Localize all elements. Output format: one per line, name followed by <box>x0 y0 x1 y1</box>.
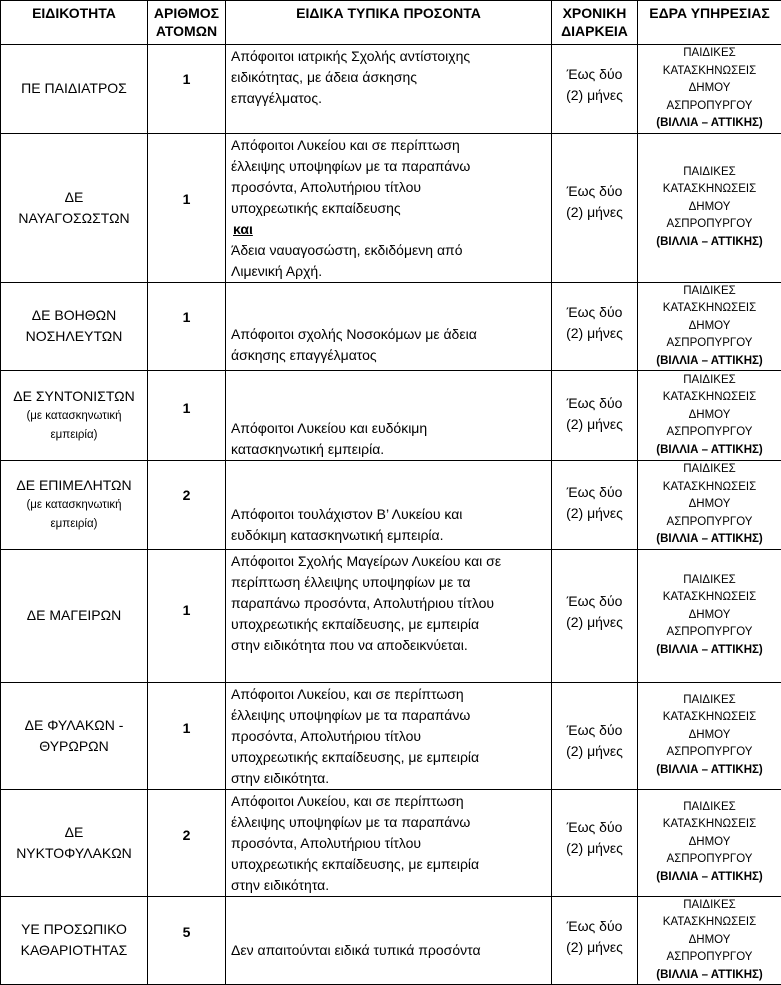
seat-line: (ΒΙΛΛΙΑ – ΑΤΤΙΚΗΣ) <box>638 869 781 887</box>
specialty-cell <box>1 133 148 282</box>
seat-line: ΠΑΙΔΙΚΕΣ <box>638 461 781 479</box>
duration-line: Έως δύο <box>552 916 637 937</box>
seat-line: (ΒΙΛΛΙΑ – ΑΤΤΙΚΗΣ) <box>638 967 781 985</box>
seat-line: ΚΑΤΑΣΚΗΝΩΣΕΙΣ <box>638 300 781 318</box>
requirements-cell <box>226 133 552 282</box>
requirements-cell <box>226 789 552 896</box>
requirement-line: Απόφοιτοι σχολής Νοσοκόμων με άδεια <box>231 324 547 345</box>
requirement-line: στην ειδικότητα. <box>231 875 547 896</box>
seat-line: ΑΣΠΡΟΠΥΡΓΟΥ <box>638 624 781 642</box>
specialty-cell <box>1 549 148 682</box>
seat-line: ΚΑΤΑΣΚΗΝΩΣΕΙΣ <box>638 709 781 727</box>
specialty-line: ΘΥΡΩΡΩΝ <box>1 736 147 757</box>
specialty-cell <box>1 45 148 134</box>
table-row <box>1 549 781 682</box>
seat-line: ΑΣΠΡΟΠΥΡΓΟΥ <box>638 424 781 442</box>
header-duration-line: ΔΙΑΡΚΕΙΑ <box>552 22 637 40</box>
table-row <box>1 371 781 461</box>
seat-line: (ΒΙΛΛΙΑ – ΑΤΤΙΚΗΣ) <box>638 531 781 549</box>
duration-cell <box>552 549 638 682</box>
seat-line: ΔΗΜΟΥ <box>638 496 781 514</box>
duration-cell <box>552 461 638 550</box>
requirement-line: υποχρεωτικής εκπαίδευσης <box>231 198 547 219</box>
specialty-line: ΔΕ ΣΥΝΤΟΝΙΣΤΩΝ <box>1 386 147 407</box>
seat-cell <box>638 682 781 789</box>
specialty-cell <box>1 461 148 550</box>
table-row <box>1 789 781 896</box>
seat-line: ΠΑΙΔΙΚΕΣ <box>638 164 781 182</box>
specialty-line: ΔΕ ΒΟΗΘΩΝ <box>1 305 147 326</box>
seat-line: ΠΑΙΔΙΚΕΣ <box>638 372 781 390</box>
header-count-line: ΑΤΟΜΩΝ <box>148 22 225 40</box>
specialty-note-line: εμπειρία) <box>1 515 147 534</box>
count-cell: 1 <box>148 133 226 282</box>
specialty-note-line: (με κατασκηνωτική <box>1 407 147 426</box>
requirement-line: Απόφοιτοι Λυκείου και ευδόκιμη <box>231 418 547 439</box>
seat-line: ΔΗΜΟΥ <box>638 199 781 217</box>
duration-line: Έως δύο <box>552 482 637 503</box>
requirement-line: ειδικότητας, με άδεια άσκησης <box>231 67 547 88</box>
requirement-connector: και <box>231 221 253 237</box>
duration-line: (2) μήνες <box>552 741 637 762</box>
count-cell: 2 <box>148 461 226 550</box>
seat-line: ΚΑΤΑΣΚΗΝΩΣΕΙΣ <box>638 589 781 607</box>
requirements-cell <box>226 461 552 550</box>
seat-line: ΑΣΠΡΟΠΥΡΓΟΥ <box>638 216 781 234</box>
specialty-line: ΝΥΚΤΟΦΥΛΑΚΩΝ <box>1 843 147 864</box>
requirement-line: έλλειψης υποψηφίων με τα παραπάνω <box>231 705 547 726</box>
requirement-line: προσόντα, Απολυτήριου τίτλου <box>231 833 547 854</box>
specialty-line: ΚΑΘΑΡΙΟΤΗΤΑΣ <box>1 940 147 961</box>
requirement-line: περίπτωση έλλειψης υποψηφίων με τα <box>231 572 547 593</box>
requirement-line: άσκησης επαγγέλματος <box>231 345 547 366</box>
specialty-cell <box>1 682 148 789</box>
requirement-line: υποχρεωτικής εκπαίδευσης, με εμπειρία <box>231 747 547 768</box>
seat-line: ΠΑΙΔΙΚΕΣ <box>638 692 781 710</box>
table-row <box>1 282 781 371</box>
requirements-cell <box>226 682 552 789</box>
seat-line: (ΒΙΛΛΙΑ – ΑΤΤΙΚΗΣ) <box>638 642 781 660</box>
seat-line: ΔΗΜΟΥ <box>638 407 781 425</box>
table-row <box>1 45 781 134</box>
requirement-line: Απόφοιτοι Λυκείου, και σε περίπτωση <box>231 684 547 705</box>
requirement-line: παραπάνω προσόντα, Απολυτήριου τίτλου <box>231 593 547 614</box>
requirement-line: Απόφοιτοι Λυκείου, και σε περίπτωση <box>231 791 547 812</box>
seat-line: ΑΣΠΡΟΠΥΡΓΟΥ <box>638 949 781 967</box>
requirement-line: Απόφοιτοι Σχολής Μαγείρων Λυκείου και σε <box>231 551 547 572</box>
duration-line: (2) μήνες <box>552 414 637 435</box>
count-cell: 5 <box>148 896 226 985</box>
requirement-line: Λιμενική Αρχή. <box>231 261 547 282</box>
requirements-cell <box>226 371 552 461</box>
seat-line: ΔΗΜΟΥ <box>638 607 781 625</box>
seat-line: (ΒΙΛΛΙΑ – ΑΤΤΙΚΗΣ) <box>638 115 781 133</box>
header-count <box>148 1 226 45</box>
header-row <box>1 1 781 45</box>
duration-line: Έως δύο <box>552 64 637 85</box>
requirement-line: έλλειψης υποψηφίων με τα παραπάνω <box>231 812 547 833</box>
specialty-line: ΔΕ <box>1 822 147 843</box>
requirement-line: υποχρεωτικής εκπαίδευσης, με εμπειρία <box>231 614 547 635</box>
seat-line: ΠΑΙΔΙΚΕΣ <box>638 283 781 301</box>
seat-line: (ΒΙΛΛΙΑ – ΑΤΤΙΚΗΣ) <box>638 442 781 460</box>
count-cell: 2 <box>148 789 226 896</box>
seat-cell <box>638 896 781 985</box>
requirements-cell <box>226 549 552 682</box>
duration-line: Έως δύο <box>552 302 637 323</box>
seat-line: (ΒΙΛΛΙΑ – ΑΤΤΙΚΗΣ) <box>638 353 781 371</box>
seat-line: ΑΣΠΡΟΠΥΡΓΟΥ <box>638 851 781 869</box>
requirement-line: προσόντα, Απολυτήριου τίτλου <box>231 177 547 198</box>
requirement-line: Άδεια ναυαγοσώστη, εκδιδόμενη από <box>231 240 547 261</box>
duration-cell <box>552 282 638 371</box>
seat-line: ΚΑΤΑΣΚΗΝΩΣΕΙΣ <box>638 63 781 81</box>
table-row <box>1 682 781 789</box>
specialty-line: ΠΕ ΠΑΙΔΙΑΤΡΟΣ <box>1 78 147 99</box>
count-cell: 1 <box>148 282 226 371</box>
seat-cell <box>638 461 781 550</box>
duration-cell <box>552 682 638 789</box>
requirement-line: επαγγέλματος. <box>231 88 547 109</box>
specialty-line: ΥΕ ΠΡΟΣΩΠΙΚΟ <box>1 919 147 940</box>
seat-line: ΔΗΜΟΥ <box>638 834 781 852</box>
specialty-note-line: (με κατασκηνωτική <box>1 496 147 515</box>
duration-line: Έως δύο <box>552 591 637 612</box>
table-row <box>1 461 781 550</box>
table-row <box>1 133 781 282</box>
seat-cell <box>638 133 781 282</box>
seat-cell <box>638 789 781 896</box>
header-seat: ΕΔΡΑ ΥΠΗΡΕΣΙΑΣ <box>638 1 781 45</box>
requirement-line: Απόφοιτοι Λυκείου και σε περίπτωση <box>231 135 547 156</box>
seat-line: ΚΑΤΑΣΚΗΝΩΣΕΙΣ <box>638 914 781 932</box>
seat-line: ΚΑΤΑΣΚΗΝΩΣΕΙΣ <box>638 479 781 497</box>
requirement-line: προσόντα, Απολυτήριου τίτλου <box>231 726 547 747</box>
duration-line: Έως δύο <box>552 393 637 414</box>
specialty-line: ΔΕ ΜΑΓΕΙΡΩΝ <box>1 605 147 626</box>
seat-line: ΚΑΤΑΣΚΗΝΩΣΕΙΣ <box>638 181 781 199</box>
count-cell: 1 <box>148 682 226 789</box>
duration-line: (2) μήνες <box>552 503 637 524</box>
requirement-line: κατασκηνωτική εμπειρία. <box>231 439 547 460</box>
header-specialty: ΕΙΔΙΚΟΤΗΤΑ <box>1 1 148 45</box>
requirement-line: στην ειδικότητα που να αποδεικνύεται. <box>231 635 547 656</box>
duration-cell <box>552 133 638 282</box>
seat-line: (ΒΙΛΛΙΑ – ΑΤΤΙΚΗΣ) <box>638 762 781 780</box>
seat-line: ΔΗΜΟΥ <box>638 727 781 745</box>
specialty-cell <box>1 371 148 461</box>
requirement-connector-line <box>231 219 547 240</box>
seat-cell <box>638 371 781 461</box>
header-duration <box>552 1 638 45</box>
seat-line: ΔΗΜΟΥ <box>638 932 781 950</box>
requirement-line: έλλειψης υποψηφίων με τα παραπάνω <box>231 156 547 177</box>
specialty-cell <box>1 282 148 371</box>
requirement-line: Δεν απαιτούνται ειδικά τυπικά προσόντα <box>231 940 547 961</box>
duration-cell <box>552 371 638 461</box>
requirement-line: Απόφοιτοι τουλάχιστον Β’ Λυκείου και <box>231 504 547 525</box>
duration-line: (2) μήνες <box>552 612 637 633</box>
duration-cell <box>552 896 638 985</box>
requirements-cell <box>226 45 552 134</box>
count-cell: 1 <box>148 45 226 134</box>
specialty-line: ΔΕ ΦΥΛΑΚΩΝ - <box>1 715 147 736</box>
requirement-line: ευδόκιμη κατασκηνωτική εμπειρία. <box>231 525 547 546</box>
seat-line: ΑΣΠΡΟΠΥΡΓΟΥ <box>638 514 781 532</box>
seat-line: ΠΑΙΔΙΚΕΣ <box>638 45 781 63</box>
requirements-cell <box>226 282 552 371</box>
duration-line: (2) μήνες <box>552 838 637 859</box>
duration-line: Έως δύο <box>552 181 637 202</box>
duration-line: (2) μήνες <box>552 937 637 958</box>
seat-line: ΠΑΙΔΙΚΕΣ <box>638 799 781 817</box>
specialty-line: ΔΕ <box>1 187 147 208</box>
seat-cell <box>638 282 781 371</box>
header-count-line: ΑΡΙΘΜΟΣ <box>148 4 225 22</box>
seat-line: ΑΣΠΡΟΠΥΡΓΟΥ <box>638 744 781 762</box>
duration-cell <box>552 789 638 896</box>
seat-line: ΔΗΜΟΥ <box>638 80 781 98</box>
requirement-line: στην ειδικότητα. <box>231 768 547 789</box>
seat-line: ΑΣΠΡΟΠΥΡΓΟΥ <box>638 98 781 116</box>
specialty-line: ΝΑΥΑΓΟΣΩΣΤΩΝ <box>1 208 147 229</box>
specialty-cell <box>1 789 148 896</box>
specialty-line: ΔΕ ΕΠΙΜΕΛΗΤΩΝ <box>1 475 147 496</box>
seat-line: ΚΑΤΑΣΚΗΝΩΣΕΙΣ <box>638 389 781 407</box>
duration-line: Έως δύο <box>552 720 637 741</box>
seat-line: ΑΣΠΡΟΠΥΡΓΟΥ <box>638 335 781 353</box>
seat-line: ΚΑΤΑΣΚΗΝΩΣΕΙΣ <box>638 816 781 834</box>
count-cell: 1 <box>148 549 226 682</box>
seat-line: ΠΑΙΔΙΚΕΣ <box>638 897 781 915</box>
specialty-note-line: εμπειρία) <box>1 426 147 445</box>
seat-cell <box>638 45 781 134</box>
seat-line: ΠΑΙΔΙΚΕΣ <box>638 572 781 590</box>
specialty-cell <box>1 896 148 985</box>
duration-cell <box>552 45 638 134</box>
table-row <box>1 896 781 985</box>
header-duration-line: ΧΡΟΝΙΚΗ <box>552 4 637 22</box>
duration-line: Έως δύο <box>552 817 637 838</box>
count-cell: 1 <box>148 371 226 461</box>
specialty-line: ΝΟΣΗΛΕΥΤΩΝ <box>1 326 147 347</box>
header-qualifications: ΕΙΔΙΚΑ ΤΥΠΙΚΑ ΠΡΟΣΟΝΤΑ <box>226 1 552 45</box>
requirements-cell <box>226 896 552 985</box>
seat-cell <box>638 549 781 682</box>
seat-line: ΔΗΜΟΥ <box>638 318 781 336</box>
duration-line: (2) μήνες <box>552 323 637 344</box>
duration-line: (2) μήνες <box>552 202 637 223</box>
requirement-line: Απόφοιτοι ιατρικής Σχολής αντίστοιχης <box>231 46 547 67</box>
seat-line: (ΒΙΛΛΙΑ – ΑΤΤΙΚΗΣ) <box>638 234 781 252</box>
duration-line: (2) μήνες <box>552 85 637 106</box>
requirement-line: υποχρεωτικής εκπαίδευσης, με εμπειρία <box>231 854 547 875</box>
